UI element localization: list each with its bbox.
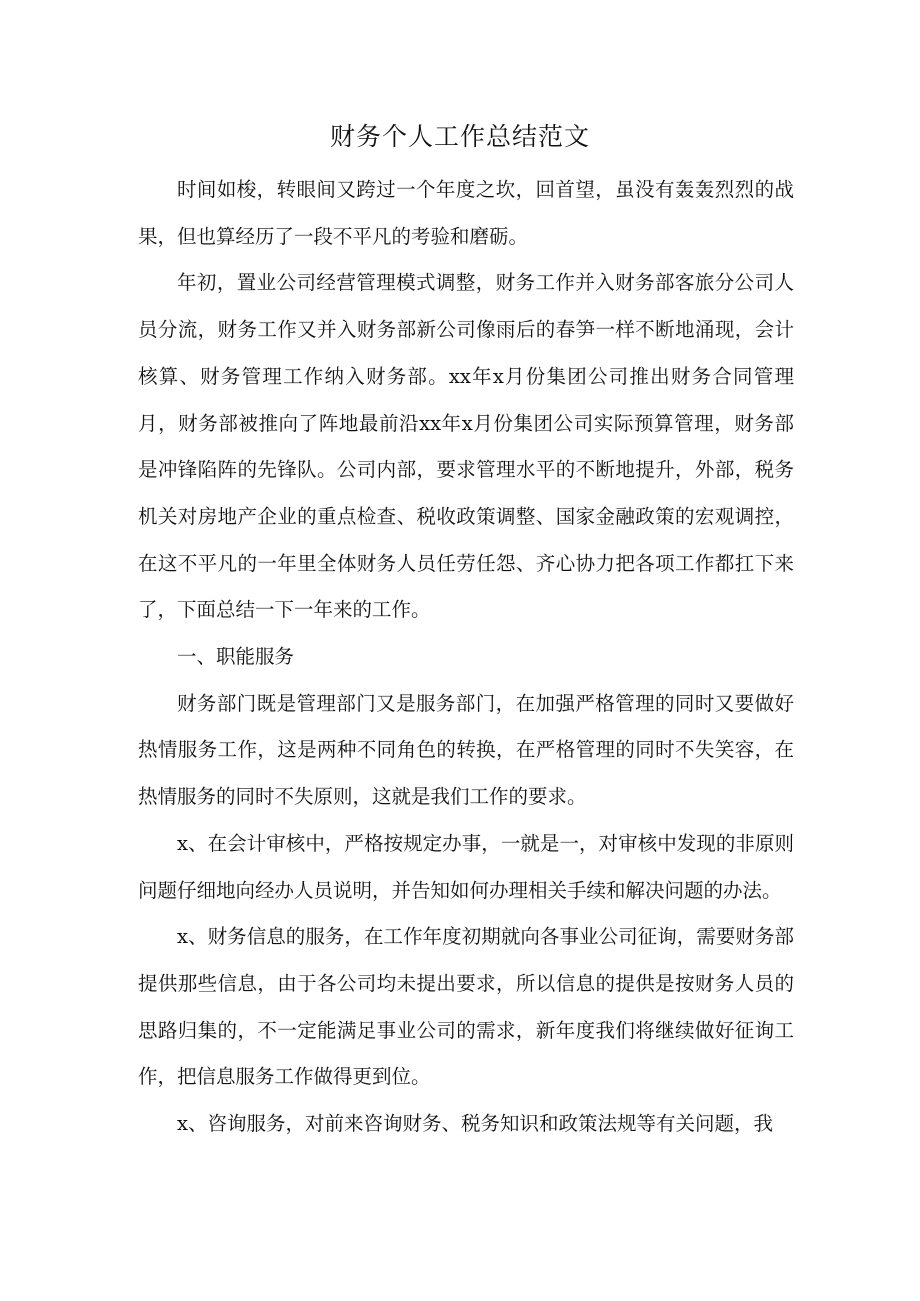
paragraph-consulting-service: x、咨询服务，对前来咨询财务、税务知识和政策法规等有关问题，我 <box>177 1112 773 1136</box>
paragraph-department-role: 财务部门既是管理部门又是服务部门，在加强严格管理的同时又要做好热情服务工作，这是两种不同角色的转换，在严格管理的同时不失笑容，在热情服务的同时不失原则，这就是我们工作的要求。 <box>138 691 794 809</box>
paragraph-intro: 时间如梭，转眼间又跨过一个年度之坎，回首望，虽没有轰轰烈烈的战果，但也算经历了一段不平凡的考验和磨砺。 <box>138 178 794 248</box>
section-heading-functional-service: 一、职能服务 <box>177 645 295 669</box>
paragraph-accounting-review: x、在会计审核中，严格按规定办事，一就是一，对审核中发现的非原则问题仔细地向经办人员说明，并告知如何办理相关手续和解决问题的办法。 <box>138 831 794 902</box>
document-title: 财务个人工作总结范文 <box>329 122 590 151</box>
paragraph-background: 年初，置业公司经营管理模式调整，财务工作并入财务部客旅分公司人员分流，财务工作又并入财务部新公司像雨后的春笋一样不断地涌现，会计核算、财务管理工作纳入财务部。xx年x月份集团公司推出财务合同管理月，财务部被推向了阵地最前沿xx年x月份集团公司实际预算管理，财务部是冲锋陷阵的先锋队。公司内部，要求管理水平的不断地提升，外部，税务机关对房地产企业的重点检查、税收政策调整、国家金融政策的宏观调控，在这不平凡的一年里全体财务人员任劳任怨、齐心协力把各项工作都扛下来了，下面总结一下一年来的工作。 <box>138 271 794 622</box>
document-body <box>138 167 794 1148</box>
paragraph-information-service: x、财务信息的服务，在工作年度初期就向各事业公司征询，需要财务部提供那些信息，由于各公司均未提出要求，所以信息的提供是按财务人员的思路归集的，不一定能满足事业公司的需求，新年度我们将继续做好征询工作，把信息服务工作做得更到位。 <box>138 925 794 1089</box>
